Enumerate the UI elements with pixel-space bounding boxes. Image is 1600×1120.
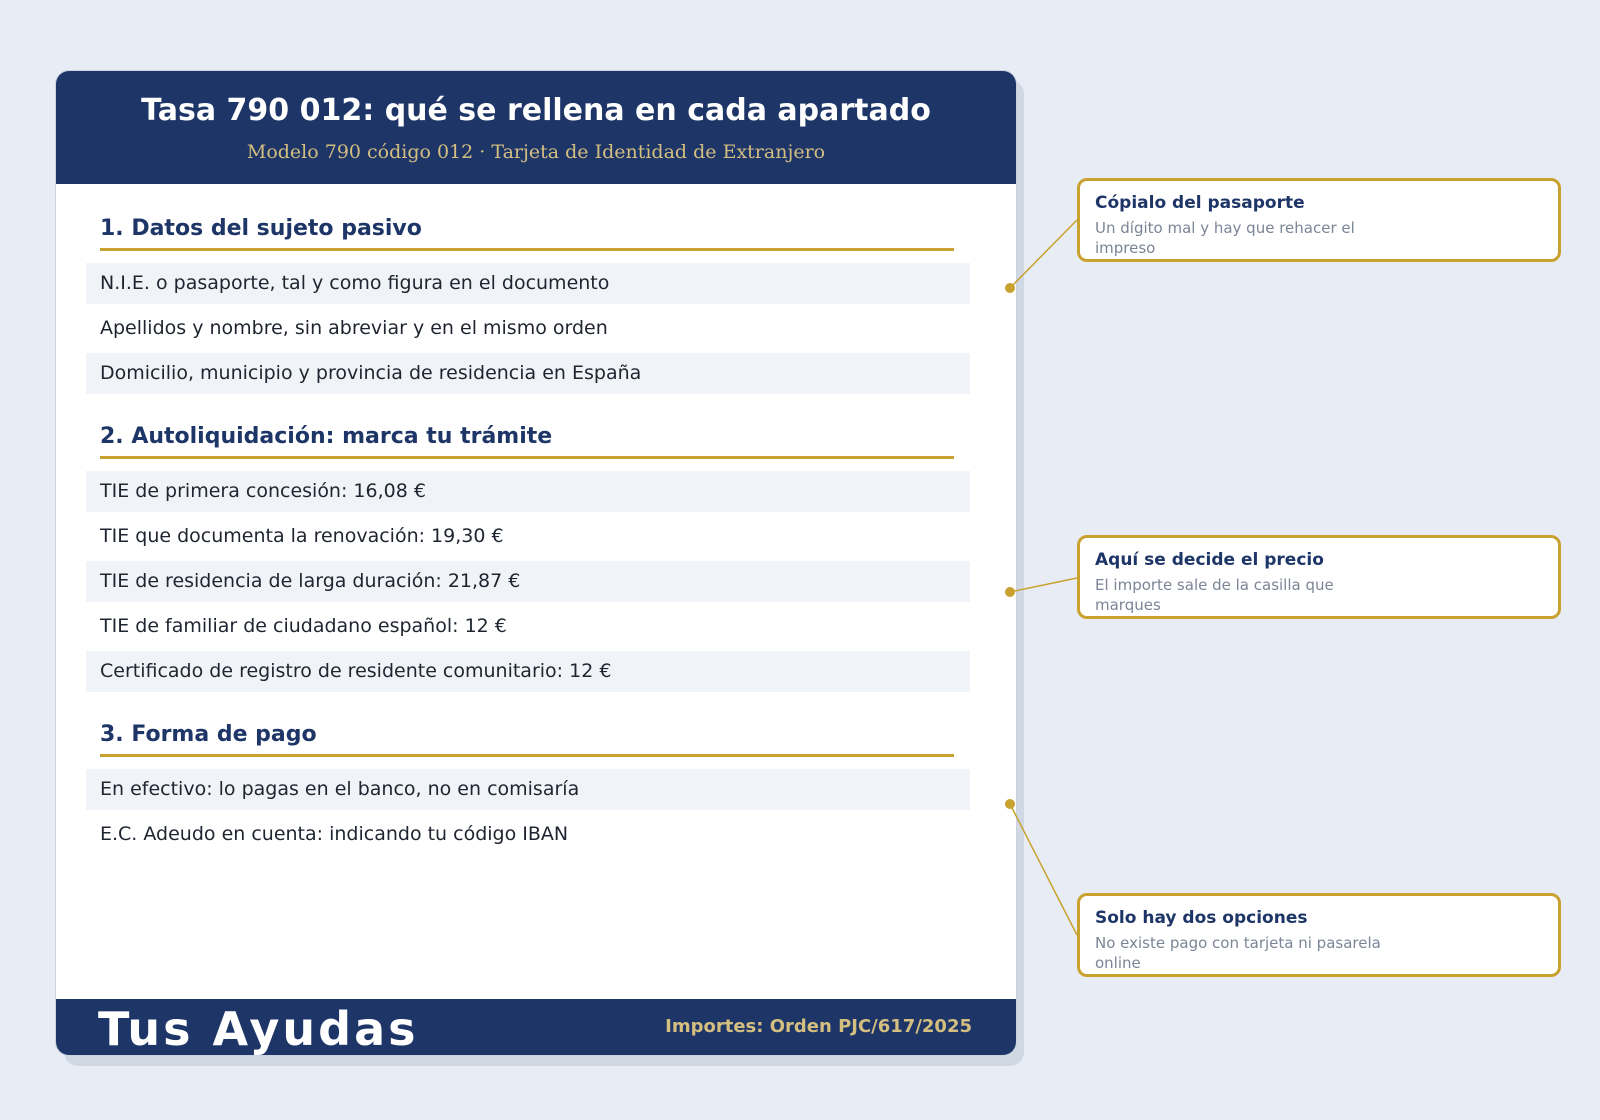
list-item: Apellidos y nombre, sin abreviar y en el mismo orden <box>100 317 608 339</box>
section-title-autoliquidacion: 2. Autoliquidación: marca tu trámite <box>100 424 553 449</box>
callout-box <box>1077 535 1561 619</box>
callout-title: Solo hay dos opciones <box>1095 908 1308 928</box>
connector-line <box>1010 578 1077 592</box>
list-item: Domicilio, municipio y provincia de residencia en España <box>86 353 970 394</box>
callout-title: Aquí se decide el precio <box>1095 550 1324 570</box>
list-item: TIE de primera concesión: 16,08 € <box>86 471 970 512</box>
list-item: Certificado de registro de residente comunitario: 12 € <box>86 651 970 692</box>
section-title-forma-pago: 3. Forma de pago <box>100 722 317 747</box>
list-item: TIE de residencia de larga duración: 21,87 € <box>86 561 970 602</box>
card-title: Tasa 790 012: qué se rellena en cada apartado <box>141 93 931 128</box>
source-note: Importes: Orden PJC/617/2025 <box>665 1016 972 1037</box>
list-item: N.I.E. o pasaporte, tal y como figura en el documento <box>86 263 970 304</box>
list-item: En efectivo: lo pagas en el banco, no en comisaría <box>86 769 970 810</box>
callout-box <box>1077 178 1561 262</box>
list-item: TIE que documenta la renovación: 19,30 € <box>100 525 504 547</box>
brand-logo: Tus Ayudas <box>98 1002 419 1056</box>
connector-line <box>1010 804 1077 935</box>
anchor-dot <box>1005 587 1015 597</box>
callout-title: Cópialo del pasaporte <box>1095 193 1305 213</box>
callout-body: No existe pago con tarjeta ni pasarela online <box>1095 934 1381 972</box>
connector-line <box>1010 220 1077 288</box>
anchor-dot <box>1005 283 1015 293</box>
callout-box <box>1077 893 1561 977</box>
callout-body: Un dígito mal y hay que rehacer el impreso <box>1095 219 1355 257</box>
card-subtitle: Modelo 790 código 012 · Tarjeta de Identidad de Extranjero <box>246 141 826 163</box>
list-item: E.C. Adeudo en cuenta: indicando tu código IBAN <box>100 823 569 845</box>
section-title-datos: 1. Datos del sujeto pasivo <box>100 216 422 241</box>
anchor-dot <box>1005 799 1015 809</box>
callout-body: El importe sale de la casilla que marques <box>1095 576 1334 614</box>
list-item: TIE de familiar de ciudadano español: 12 € <box>100 615 507 637</box>
